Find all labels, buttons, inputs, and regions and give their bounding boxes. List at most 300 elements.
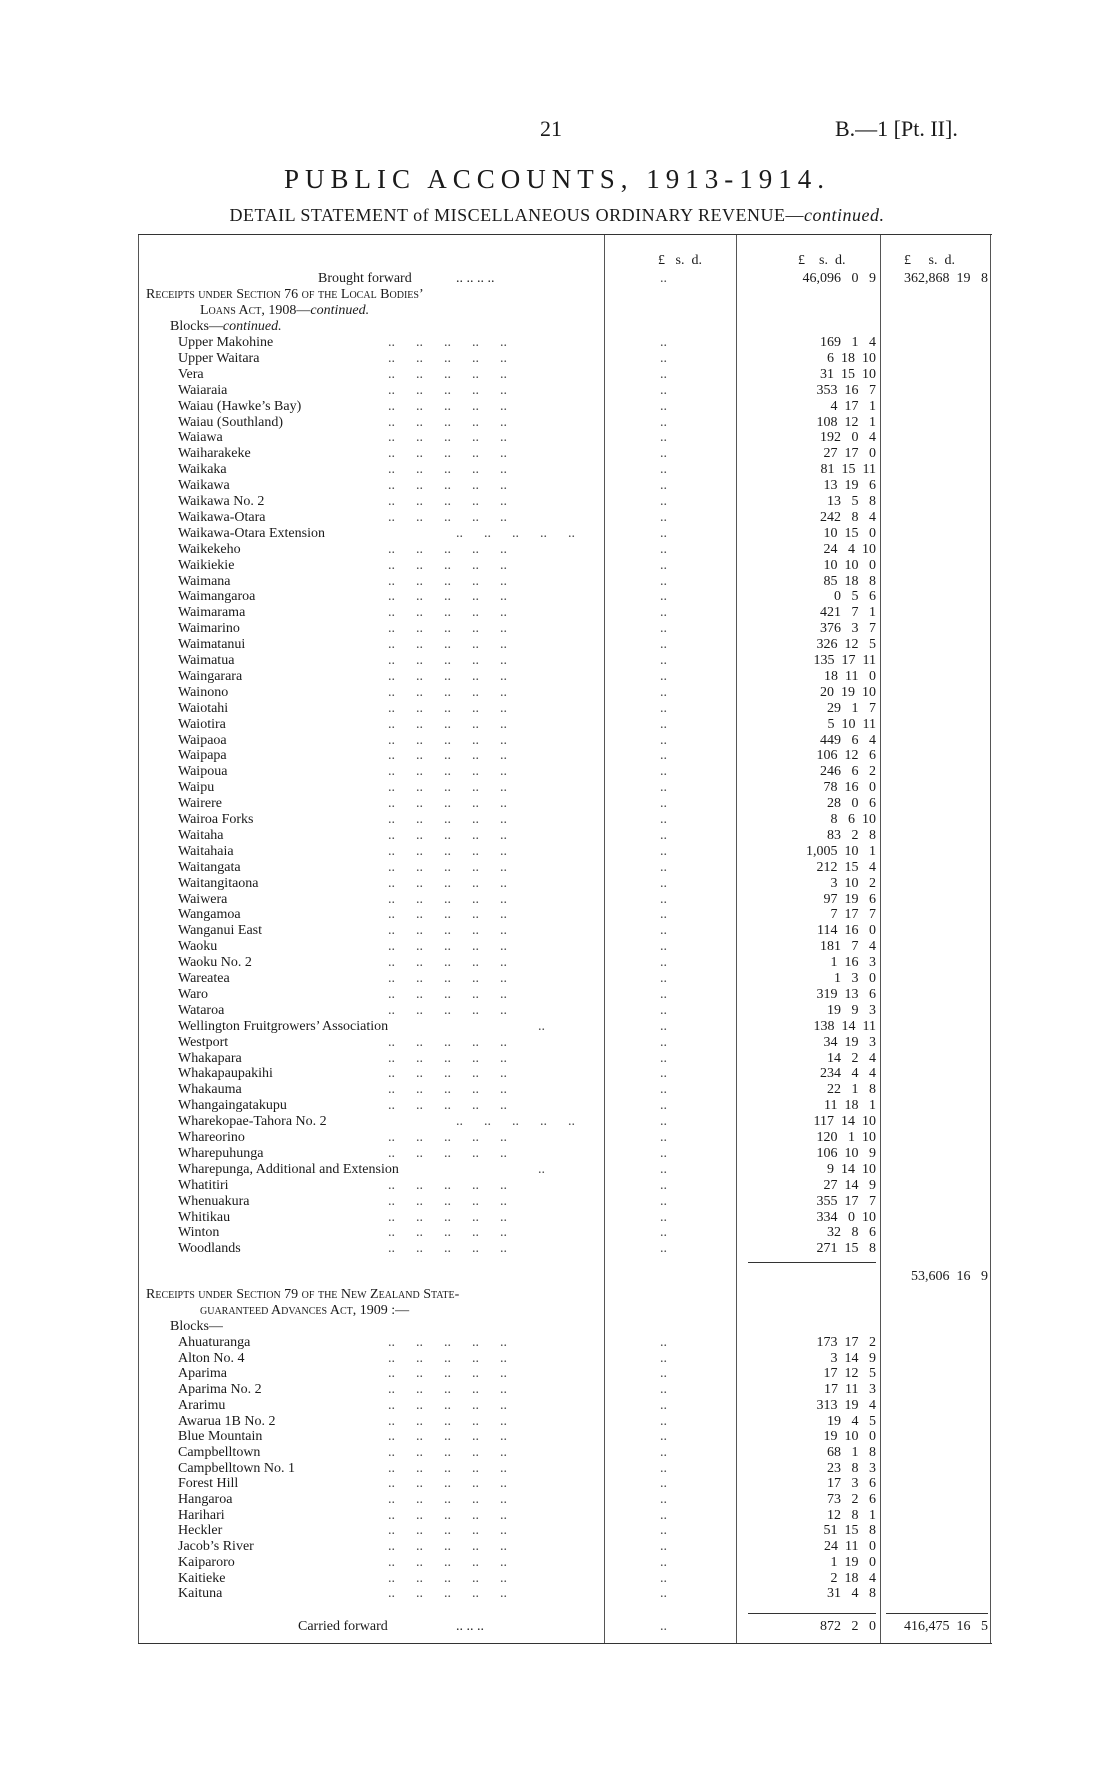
- block-name: Waikawa-Otara Extension: [178, 525, 325, 541]
- section2-blocks: [138, 1319, 992, 1335]
- dot-leader: ..: [538, 1018, 545, 1034]
- dot-leader-col1: ..: [660, 1050, 667, 1066]
- block-row: [138, 574, 992, 590]
- dot-leader-col1: ..: [660, 1492, 667, 1507]
- block-row: [138, 1366, 992, 1382]
- carried-forward-dots2: ..: [660, 1619, 667, 1634]
- block-name: Waiotahi: [178, 700, 229, 716]
- section1-underline: [748, 1262, 876, 1263]
- dot-leader-col1: ..: [660, 478, 667, 494]
- block-row: [138, 1146, 992, 1162]
- section2-heading-text: Receipts under Section 79 of the New Zealand State-: [146, 1287, 460, 1302]
- brought-forward-amount: 46,096 0 9: [802, 271, 876, 286]
- block-amount: 108 12 1: [816, 414, 876, 430]
- dot-leader-col1: ..: [660, 541, 667, 557]
- page-reference: B.—1 [Pt. II].: [835, 116, 958, 141]
- page-title: PUBLIC ACCOUNTS, 1913-1914.: [283, 164, 831, 194]
- block-amount: 17 12 5: [823, 1366, 876, 1382]
- block-name: Waikekeho: [178, 541, 241, 557]
- dot-leader: .. .. .. .. ..: [388, 859, 507, 875]
- block-amount: 22 1 8: [827, 1082, 876, 1098]
- block-name: Kaitieke: [178, 1570, 226, 1586]
- block-amount: 2 18 4: [830, 1570, 876, 1586]
- block-name: Jacob’s River: [178, 1539, 254, 1555]
- block-row: [138, 1382, 992, 1398]
- block-name: Waiharakeke: [178, 446, 251, 462]
- dot-leader: .. .. .. .. ..: [388, 1523, 507, 1539]
- dot-leader-col1: ..: [660, 1193, 667, 1209]
- dot-leader-col1: ..: [660, 557, 667, 573]
- section2-heading2: [138, 1303, 992, 1319]
- block-name: Whakapaupakihi: [178, 1066, 273, 1082]
- dot-leader-col1: ..: [660, 1554, 667, 1570]
- block-row: [138, 812, 992, 828]
- dot-leader-col1: ..: [660, 1082, 667, 1098]
- block-name: Wangamoa: [178, 907, 241, 923]
- section1-blocks-italic: continued.: [222, 319, 282, 334]
- block-amount: 117 14 10: [813, 1114, 876, 1130]
- block-name: Waipapa: [178, 748, 227, 764]
- block-name: Wharepuhunga: [178, 1145, 264, 1161]
- dot-leader: .. .. .. .. ..: [388, 398, 507, 414]
- block-amount: 7 17 7: [830, 907, 876, 923]
- block-row: [138, 399, 992, 415]
- block-name: Waikawa No. 2: [178, 494, 265, 509]
- block-row: [138, 653, 992, 669]
- carried-forward-row: [138, 1619, 992, 1635]
- dot-leader: .. .. .. .. ..: [388, 1586, 507, 1602]
- block-name: Hangaroa: [178, 1492, 233, 1507]
- dot-leader-col1: ..: [660, 382, 667, 398]
- dot-leader: .. .. .. .. ..: [388, 748, 507, 764]
- block-amount: 4 17 1: [830, 398, 876, 414]
- dot-leader-col1: ..: [660, 621, 667, 637]
- block-amount: 27 17 0: [823, 446, 876, 462]
- block-row: [138, 1210, 992, 1226]
- carried-forward-amount: 872 2 0: [820, 1619, 876, 1634]
- dot-leader-col1: ..: [660, 525, 667, 541]
- dot-leader: .. .. .. .. ..: [388, 557, 507, 573]
- block-row: [138, 1178, 992, 1194]
- block-row: [138, 1429, 992, 1445]
- block-name: Waimatua: [178, 653, 235, 668]
- block-amount: 51 15 8: [823, 1523, 876, 1539]
- block-name: Waimana: [178, 573, 231, 589]
- dot-leader-col1: ..: [660, 1225, 667, 1241]
- block-row: [138, 1555, 992, 1571]
- dot-leader-col1: ..: [660, 780, 667, 796]
- dot-leader: .. .. .. .. ..: [388, 1050, 507, 1066]
- block-row: [138, 415, 992, 431]
- dot-leader: .. .. .. .. ..: [388, 1444, 507, 1460]
- block-row: [138, 1508, 992, 1524]
- dot-leader: .. .. .. .. ..: [388, 668, 507, 684]
- dot-leader-col1: ..: [660, 1476, 667, 1492]
- block-row: [138, 828, 992, 844]
- block-amount: 28 0 6: [827, 796, 876, 812]
- dot-leader: .. .. .. .. ..: [388, 923, 507, 939]
- block-name: Kaiparoro: [178, 1554, 235, 1570]
- block-row: [138, 1492, 992, 1508]
- block-row: [138, 876, 992, 892]
- block-amount: 449 6 4: [820, 732, 876, 748]
- dot-leader: .. .. .. .. ..: [388, 494, 507, 509]
- dot-leader-col1: ..: [660, 812, 667, 827]
- block-row: [138, 1130, 992, 1146]
- block-amount: 138 14 11: [813, 1018, 876, 1034]
- block-amount: 1 19 0: [830, 1554, 876, 1570]
- dot-leader-col1: ..: [660, 1507, 667, 1523]
- block-row: [138, 796, 992, 812]
- dot-leader-col1: ..: [660, 700, 667, 716]
- block-name: Whatitiri: [178, 1177, 229, 1193]
- dot-leader-col1: ..: [660, 1429, 667, 1445]
- block-name: Kaituna: [178, 1586, 223, 1602]
- block-row: [138, 955, 992, 971]
- dot-leader: .. .. .. .. ..: [388, 509, 507, 525]
- dot-leader: .. .. .. .. ..: [388, 1225, 507, 1241]
- block-row: [138, 701, 992, 717]
- block-row: [138, 383, 992, 399]
- dot-leader: .. .. .. .. ..: [388, 1177, 507, 1193]
- block-amount: 169 1 4: [820, 335, 876, 350]
- block-name: Heckler: [178, 1523, 223, 1539]
- dot-leader: .. .. .. .. ..: [388, 1066, 507, 1082]
- dot-leader: .. .. .. .. ..: [388, 589, 507, 605]
- section2-heading2-text: guaranteed Advances Act, 1909 :—: [200, 1303, 410, 1318]
- block-row: [138, 1194, 992, 1210]
- block-amount: 376 3 7: [820, 621, 876, 637]
- dot-leader-col1: ..: [660, 462, 667, 478]
- block-row: [138, 430, 992, 446]
- brought-forward-dots: .. .. .. ..: [456, 271, 495, 286]
- block-amount: 353 16 7: [816, 382, 876, 398]
- dot-leader-col1: ..: [660, 1444, 667, 1460]
- brought-forward-row: [138, 271, 992, 287]
- section1-subtotal-row: [138, 1269, 992, 1285]
- block-amount: 85 18 8: [823, 573, 876, 589]
- block-row: [138, 764, 992, 780]
- dot-leader: .. .. .. .. ..: [388, 1193, 507, 1209]
- block-row: [138, 1035, 992, 1051]
- block-row: [138, 605, 992, 621]
- dot-leader-col1: ..: [660, 589, 667, 605]
- block-row: [138, 669, 992, 685]
- block-name: Waoku: [178, 939, 218, 955]
- dot-leader-col1: ..: [660, 494, 667, 509]
- block-row: [138, 717, 992, 733]
- block-name: Vera: [178, 366, 204, 382]
- dot-leader-col1: ..: [660, 398, 667, 414]
- block-amount: 18 11 0: [824, 668, 876, 684]
- dot-leader: .. .. .. .. ..: [388, 1476, 507, 1492]
- dot-leader: .. .. .. .. ..: [456, 525, 575, 541]
- dot-leader: .. .. .. .. ..: [388, 573, 507, 589]
- carried-forward-dots: .. .. ..: [456, 1619, 484, 1634]
- block-row: [138, 1351, 992, 1367]
- dot-leader-col1: ..: [660, 605, 667, 621]
- block-name: Aparima: [178, 1366, 227, 1382]
- block-amount: 1 16 3: [830, 955, 876, 971]
- block-amount: 83 2 8: [827, 827, 876, 843]
- dot-leader: .. .. .. .. ..: [388, 653, 507, 668]
- dot-leader-col1: ..: [660, 1018, 667, 1034]
- block-amount: 212 15 4: [816, 859, 876, 875]
- section1-heading2-text: Loans Act, 1908—: [200, 303, 311, 318]
- block-amount: 326 12 5: [816, 637, 876, 653]
- dot-leader: .. .. .. .. ..: [388, 986, 507, 1002]
- block-name: Waitahaia: [178, 843, 234, 859]
- block-row: [138, 558, 992, 574]
- block-row: [138, 1335, 992, 1351]
- block-name: Wanganui East: [178, 923, 263, 939]
- dot-leader: .. .. .. .. ..: [388, 414, 507, 430]
- block-row: [138, 1114, 992, 1130]
- dot-leader: ..: [538, 1161, 545, 1177]
- block-amount: 24 11 0: [824, 1539, 876, 1555]
- block-name: Waikawa-Otara: [178, 509, 266, 525]
- dot-leader: .. .. .. .. ..: [388, 605, 507, 621]
- block-name: Campbelltown: [178, 1444, 261, 1460]
- block-row: [138, 1066, 992, 1082]
- subtitle-text: DETAIL STATEMENT of MISCELLANEOUS ORDINARY REVENUE—: [229, 205, 804, 225]
- block-amount: 135 17 11: [813, 653, 876, 668]
- section1-blocks-label: Blocks—: [170, 319, 223, 334]
- block-amount: 13 5 8: [827, 494, 876, 509]
- page-subtitle: [0, 205, 1114, 226]
- block-amount: 31 4 8: [827, 1586, 876, 1602]
- dot-leader-col1: ..: [660, 907, 667, 923]
- dot-leader: .. .. .. .. ..: [388, 907, 507, 923]
- block-amount: 34 19 3: [823, 1034, 876, 1050]
- block-amount: 19 10 0: [823, 1429, 876, 1445]
- dot-leader-col1: ..: [660, 1397, 667, 1413]
- block-amount: 31 15 10: [820, 366, 876, 382]
- dot-leader-col1: ..: [660, 668, 667, 684]
- dot-leader: .. .. .. .. ..: [388, 446, 507, 462]
- carried-amount-rule: [748, 1613, 876, 1614]
- block-amount: 173 17 2: [816, 1335, 876, 1350]
- dot-leader: .. .. .. .. ..: [388, 796, 507, 812]
- dot-leader-col1: ..: [660, 764, 667, 780]
- block-row: [138, 748, 992, 764]
- block-row: [138, 1162, 992, 1178]
- block-row: [138, 446, 992, 462]
- dot-leader: .. .. .. .. ..: [388, 1130, 507, 1145]
- dot-leader-col1: ..: [660, 1350, 667, 1366]
- block-amount: 181 7 4: [820, 939, 876, 955]
- dot-leader: .. .. .. .. ..: [388, 430, 507, 446]
- block-amount: 10 15 0: [823, 525, 876, 541]
- block-amount: 78 16 0: [823, 780, 876, 796]
- dot-leader-col1: ..: [660, 1034, 667, 1050]
- block-amount: 81 15 11: [820, 462, 876, 478]
- block-row: [138, 939, 992, 955]
- dot-leader: .. .. .. .. ..: [388, 335, 507, 350]
- dot-leader-col1: ..: [660, 573, 667, 589]
- block-name: Upper Waitara: [178, 350, 260, 366]
- dot-leader-col1: ..: [660, 1241, 667, 1257]
- block-amount: 1 3 0: [834, 971, 876, 986]
- dot-leader-col1: ..: [660, 732, 667, 748]
- dot-leader: .. .. .. .. ..: [388, 366, 507, 382]
- block-name: Waiau (Hawke’s Bay): [178, 398, 302, 414]
- block-name: Waikawa: [178, 478, 230, 494]
- section1-subtotal: 53,606 16 9: [911, 1269, 988, 1284]
- dot-leader-col1: ..: [660, 827, 667, 843]
- block-name: Whakauma: [178, 1082, 242, 1098]
- block-row: [138, 494, 992, 510]
- dot-leader-col1: ..: [660, 1539, 667, 1555]
- dot-leader: .. .. .. .. ..: [388, 971, 507, 986]
- block-row: [138, 1414, 992, 1430]
- block-amount: 192 0 4: [820, 430, 876, 446]
- dot-leader: .. .. .. .. ..: [388, 716, 507, 732]
- block-row: [138, 923, 992, 939]
- block-name: Waiawa: [178, 430, 223, 446]
- dot-leader-col1: ..: [660, 1177, 667, 1193]
- dot-leader-col1: ..: [660, 939, 667, 955]
- block-row: [138, 1586, 992, 1602]
- block-amount: 17 11 3: [824, 1382, 876, 1398]
- block-name: Forest Hill: [178, 1476, 239, 1492]
- dot-leader: .. .. .. .. ..: [388, 1366, 507, 1382]
- dot-leader: .. .. .. .. ..: [388, 1492, 507, 1507]
- block-row: [138, 1241, 992, 1257]
- block-amount: 32 8 6: [827, 1225, 876, 1241]
- dot-leader: .. .. .. .. ..: [388, 875, 507, 891]
- dot-leader: .. .. .. .. ..: [388, 843, 507, 859]
- block-name: Wharekopae-Tahora No. 2: [178, 1114, 327, 1130]
- dot-leader: .. .. .. .. ..: [388, 1241, 507, 1257]
- block-name: Ararimu: [178, 1397, 226, 1413]
- dot-leader-col1: ..: [660, 684, 667, 700]
- block-name: Wairoa Forks: [178, 812, 254, 827]
- block-row: [138, 860, 992, 876]
- block-name: Waimangaroa: [178, 589, 256, 605]
- dot-leader: .. .. .. .. ..: [388, 1082, 507, 1098]
- block-name: Harihari: [178, 1507, 225, 1523]
- dot-leader-col1: ..: [660, 1161, 667, 1177]
- block-row: [138, 685, 992, 701]
- dot-leader: .. .. .. .. ..: [388, 1397, 507, 1413]
- block-name: Awarua 1B No. 2: [178, 1413, 276, 1429]
- block-name: Aparima No. 2: [178, 1382, 262, 1398]
- block-amount: 3 10 2: [830, 875, 876, 891]
- dot-leader-col1: ..: [660, 859, 667, 875]
- block-row: [138, 478, 992, 494]
- block-amount: 421 7 1: [820, 605, 876, 621]
- dot-leader-col1: ..: [660, 350, 667, 366]
- block-row: [138, 621, 992, 637]
- block-amount: 20 19 10: [820, 684, 876, 700]
- block-row: [138, 510, 992, 526]
- block-name: Wainono: [178, 684, 229, 700]
- block-amount: 14 2 4: [827, 1050, 876, 1066]
- block-amount: 73 2 6: [827, 1492, 876, 1507]
- dot-leader: .. .. .. .. ..: [388, 1098, 507, 1114]
- dot-leader-col1: ..: [660, 1570, 667, 1586]
- dot-leader: .. .. .. .. ..: [388, 637, 507, 653]
- dot-leader-col1: ..: [660, 430, 667, 446]
- block-amount: 313 19 4: [816, 1397, 876, 1413]
- dot-leader-col1: ..: [660, 1382, 667, 1398]
- dot-leader: .. .. .. .. ..: [388, 1382, 507, 1398]
- block-row: [138, 526, 992, 542]
- block-name: Waikiekie: [178, 557, 235, 573]
- dot-leader-col1: ..: [660, 1209, 667, 1225]
- block-row: [138, 367, 992, 383]
- block-amount: 6 18 10: [827, 350, 876, 366]
- block-amount: 0 5 6: [834, 589, 876, 605]
- block-amount: 106 12 6: [816, 748, 876, 764]
- dot-leader-col1: ..: [660, 1460, 667, 1476]
- block-row: [138, 780, 992, 796]
- dot-leader: .. .. .. .. ..: [388, 955, 507, 971]
- block-amount: 120 1 10: [816, 1130, 876, 1145]
- block-amount: 97 19 6: [823, 891, 876, 907]
- block-row: [138, 987, 992, 1003]
- block-name: Waikaka: [178, 462, 227, 478]
- block-name: Waro: [178, 986, 208, 1002]
- dot-leader: .. .. .. .. ..: [388, 891, 507, 907]
- section1-heading-text: Receipts under Section 76 of the Local Bodies’: [146, 287, 424, 302]
- block-name: Ahuaturanga: [178, 1335, 251, 1350]
- dot-leader: .. .. .. .. ..: [388, 732, 507, 748]
- block-name: Whakapara: [178, 1050, 242, 1066]
- block-name: Woodlands: [178, 1241, 241, 1257]
- dot-leader-col1: ..: [660, 1114, 667, 1130]
- section1-blocks: [138, 319, 992, 335]
- dot-leader-col1: ..: [660, 1002, 667, 1018]
- block-row: [138, 351, 992, 367]
- block-amount: 13 19 6: [823, 478, 876, 494]
- dot-leader: .. .. .. .. ..: [456, 1114, 575, 1130]
- dot-leader-col1: ..: [660, 716, 667, 732]
- block-amount: 8 6 10: [830, 812, 876, 827]
- block-name: Waipoua: [178, 764, 228, 780]
- block-row: [138, 1082, 992, 1098]
- block-name: Waimatanui: [178, 637, 246, 653]
- block-row: [138, 1051, 992, 1067]
- block-row: [138, 637, 992, 653]
- dot-leader: .. .. .. .. ..: [388, 1554, 507, 1570]
- dot-leader: .. .. .. .. ..: [388, 541, 507, 557]
- block-name: Waitaha: [178, 827, 224, 843]
- dot-leader: .. .. .. .. ..: [388, 1034, 507, 1050]
- dot-leader-col1: ..: [660, 1523, 667, 1539]
- block-row: [138, 892, 992, 908]
- dot-leader: .. .. .. .. ..: [388, 478, 507, 494]
- dot-leader-col1: ..: [660, 891, 667, 907]
- block-amount: 5 10 11: [827, 716, 876, 732]
- dot-leader: .. .. .. .. ..: [388, 1429, 507, 1445]
- section1-heading2-italic: continued.: [310, 303, 370, 318]
- block-row: [138, 733, 992, 749]
- block-name: Blue Mountain: [178, 1429, 263, 1445]
- dot-leader: .. .. .. .. ..: [388, 939, 507, 955]
- block-amount: 11 18 1: [824, 1098, 876, 1114]
- block-row: [138, 1225, 992, 1241]
- dot-leader-col1: ..: [660, 1130, 667, 1145]
- block-row: [138, 1476, 992, 1492]
- dot-leader-col1: ..: [660, 335, 667, 350]
- block-row: [138, 1571, 992, 1587]
- dot-leader-col1: ..: [660, 1413, 667, 1429]
- dot-leader: .. .. .. .. ..: [388, 1335, 507, 1350]
- brought-forward-total: 362,868 19 8: [904, 271, 988, 286]
- dot-leader: .. .. .. .. ..: [388, 700, 507, 716]
